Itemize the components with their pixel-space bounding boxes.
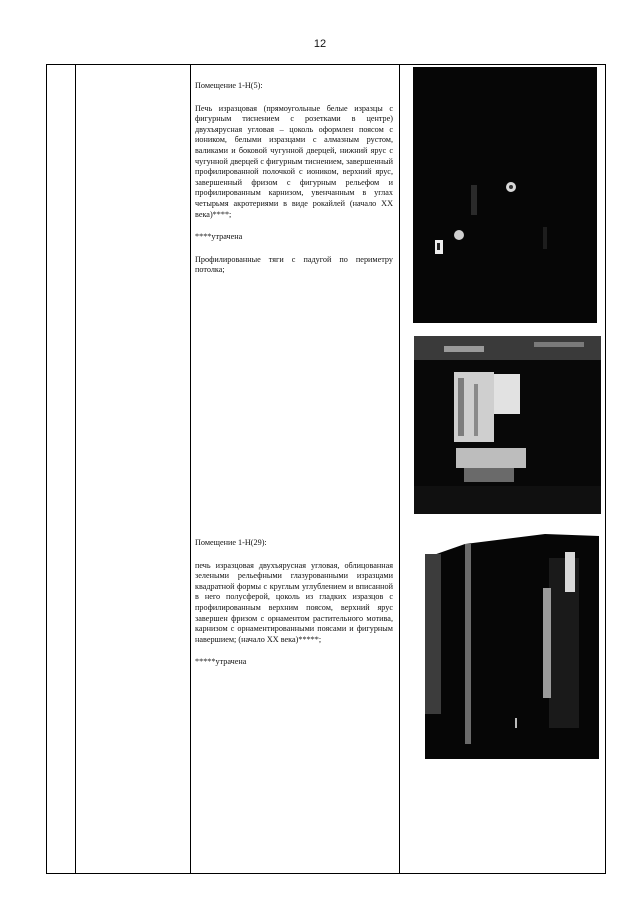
entry-paragraph: Профилированные тяги с падугой по периметру потолка; bbox=[195, 254, 393, 275]
entry-paragraph: печь изразцовая двухъярусная угловая, облицованная зелеными рельефными глазурованными изразцами квадратной формы с круглым углублением и вписанной в него полусферой, цоколь из гладких изразцов с профилированным верхним поясом, верхний ярус завершен фризом с орнаментом растительного мотива, карнизом с орнаментированными поясами и фигурным навершием; (начало XX века)*****; bbox=[195, 560, 393, 644]
entry-heading: Помещение 1-Н(29): bbox=[195, 538, 267, 547]
entry-block bbox=[195, 538, 393, 680]
entry-heading: Помещение 1-Н(5): bbox=[195, 81, 263, 90]
photo-ceiling bbox=[414, 336, 601, 514]
entry-paragraph: Печь изразцовая (прямоугольные белые изразцы с фигурным тиснением с розетками в центре) двухъярусная угловая – цоколь оформлен поясом с иоником, белыми изразцами с алмазным рустом, валиками и боковой чугунной дверцей, нижний ярус с чугунной дверцей с фигурным тиснением, завершенный профилированной полочкой с иоником, верхний ярус, завершенный фризом с фигурным рельефом и профилированным карнизом, увенчанным в углах четырьмя акротериями в виде рокайлей (начало XX века)****; bbox=[195, 103, 393, 219]
entry-note: *****утрачена bbox=[195, 657, 247, 667]
photo-stove-1 bbox=[413, 67, 597, 323]
column-divider bbox=[75, 65, 76, 873]
page-number: 12 bbox=[313, 38, 327, 50]
document-table bbox=[46, 64, 606, 874]
column-divider bbox=[399, 65, 400, 873]
column-divider bbox=[190, 65, 191, 873]
entry-block bbox=[195, 81, 393, 288]
entry-note: ****утрачена bbox=[195, 232, 243, 242]
photo-stove-2 bbox=[425, 528, 599, 759]
